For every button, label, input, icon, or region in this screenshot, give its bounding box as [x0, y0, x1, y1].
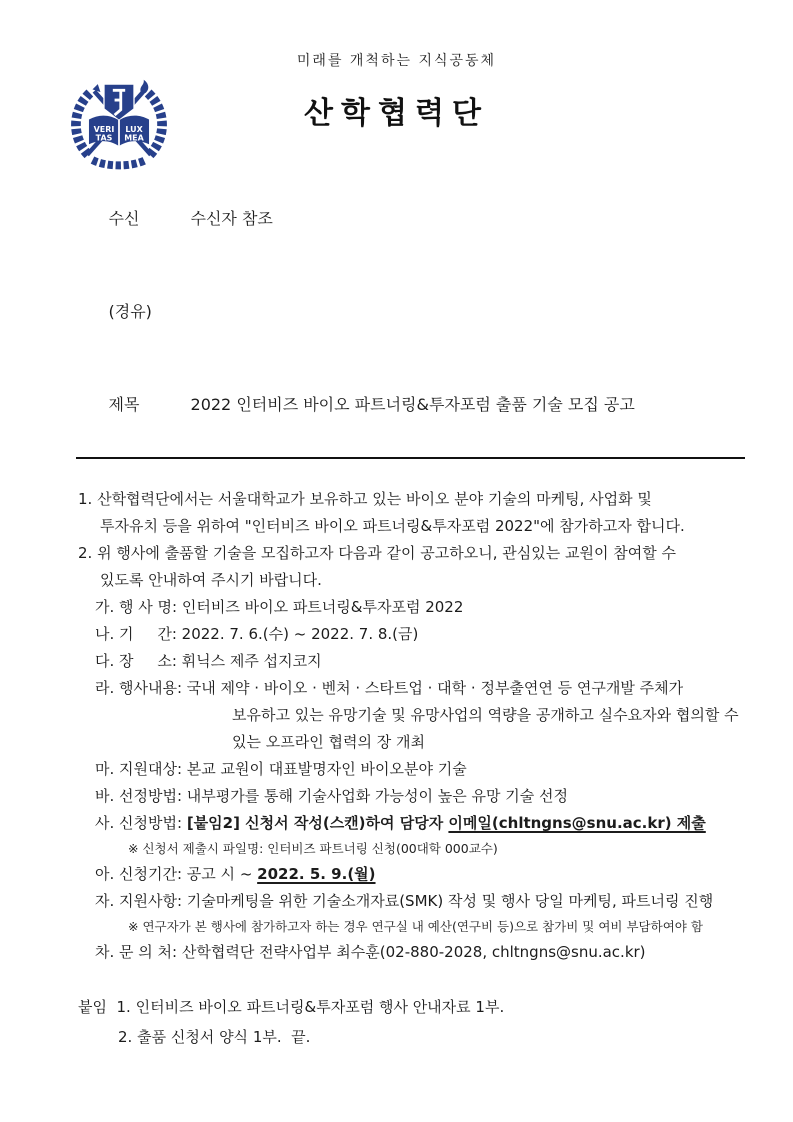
shield-icon [104, 84, 134, 120]
application-deadline: 2022. 5. 9.(월) [257, 865, 376, 883]
attachment-2: 2. 출품 신청서 양식 1부. 끝. [118, 1028, 311, 1046]
item-selection-method: 바. 선정방법: 내부평가를 통해 기술사업화 가능성이 높은 유망 기술 선정 [95, 787, 568, 805]
recipient-value: 수신자 참조 [190, 209, 273, 228]
recipient-row [78, 172, 753, 265]
attachment-1: 붙임 1. 인터비즈 바이오 파트너링&투자포럼 행사 안내자료 1부. [78, 998, 505, 1016]
application-email-link: 이메일(chltngns@snu.ac.kr) 제출 [448, 814, 706, 832]
application-method-label: 사. 신청방법: [95, 814, 187, 832]
document-meta-block [78, 172, 753, 451]
open-book-icon [89, 116, 149, 146]
subject-row [78, 358, 753, 451]
item-application-period [78, 861, 773, 888]
org-title: 산학협력단 [304, 96, 489, 131]
motto-word-mea: MEA [124, 133, 144, 143]
notice-body [78, 486, 773, 966]
item-event-venue: 다. 장 소: 휘닉스 제주 섭지코지 [95, 652, 322, 670]
university-slogan: 미래를 개척하는 지식공동체 [296, 53, 497, 69]
item-eligibility: 마. 지원대상: 본교 교원이 대표발명자인 바이오분야 기술 [95, 760, 467, 778]
item-support-details: 자. 지원사항: 기술마케팅을 위한 기술소개자료(SMK) 작성 및 행사 당일 마케팅, 파트너링 진행 [95, 892, 714, 910]
via-row [78, 265, 753, 358]
paragraph-2-line-2: 있도록 안내하여 주시기 바랍니다. [100, 571, 322, 589]
paragraph-1-line-1: 1. 산학협력단에서는 서울대학교가 보유하고 있는 바이오 분야 기술의 마케팅, 사업화 및 [78, 490, 652, 508]
recipient-label: 수신 [108, 209, 140, 228]
application-period-label: 아. 신청기간: 공고 시 ~ [95, 865, 258, 883]
item-application-method [78, 810, 773, 837]
subject-label: 제목 [108, 395, 140, 414]
motto-word-tas: TAS [95, 133, 113, 143]
header-divider [76, 457, 745, 459]
snu-emblem-logo [66, 76, 172, 170]
item-event-content-line-3: 있는 오프라인 협력의 장 개최 [232, 733, 425, 751]
motto-word-lux: LUX [125, 124, 143, 134]
via-label: (경유) [108, 302, 152, 321]
motto-word-veri: VERI [93, 124, 115, 134]
attachments-block [78, 992, 773, 1052]
paragraph-1-line-2: 투자유치 등을 위하여 "인터비즈 바이오 파트너링&투자포럼 2022"에 참가하고자 합니다. [100, 517, 685, 535]
item-contact: 차. 문 의 처: 산학협력단 전략사업부 최수훈(02-880-2028, chltngns@snu.ac.kr) [95, 943, 646, 961]
subject-value: 2022 인터비즈 바이오 파트너링&투자포럼 출품 기술 모집 공고 [190, 395, 635, 414]
filename-note: ※ 신청서 제출시 파일명: 인터비즈 파트너링 신청(00대학 000교수) [128, 841, 498, 856]
item-event-content-line-1: 라. 행사내용: 국내 제약 · 바이오 · 벤처 · 스타트업 · 대학 · 정부출연연 등 연구개발 주체가 [95, 679, 684, 697]
application-method-bold-text: [붙임2] 신청서 작성(스캔)하여 담당자 [186, 814, 449, 832]
paragraph-2-line-1: 2. 위 행사에 출품할 기술을 모집하고자 다음과 같이 공고하오니, 관심있는 교원이 참여할 수 [78, 544, 676, 562]
item-event-name: 가. 행 사 명: 인터비즈 바이오 파트너링&투자포럼 2022 [95, 598, 464, 616]
item-event-content-line-2: 보유하고 있는 유망기술 및 유망사업의 역량을 공개하고 실수요자와 협의할 수 [232, 706, 739, 724]
budget-note: ※ 연구자가 본 행사에 참가하고자 하는 경우 연구실 내 예산(연구비 등)으로 참가비 및 여비 부담하여야 함 [128, 919, 703, 934]
item-event-period: 나. 기 간: 2022. 7. 6.(수) ~ 2022. 7. 8.(금) [95, 625, 419, 643]
